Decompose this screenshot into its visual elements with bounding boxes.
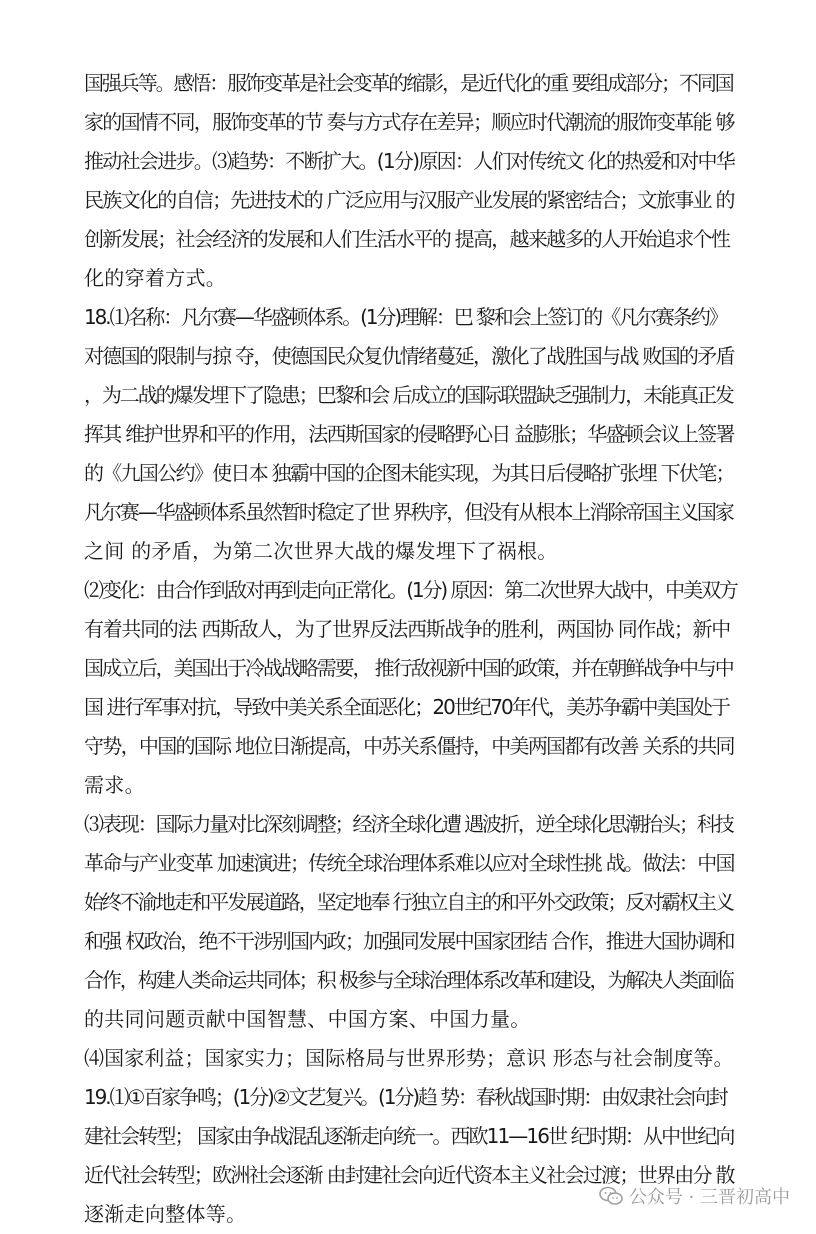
text-line: 19.⑴①百家争鸣；(1分)②文艺复兴。(1分)趋 势：春秋战国时期：由奴隶社会向封 xyxy=(84,1085,727,1109)
text-line: ，为二战的爆发埋下了隐患；巴黎和会 后成立的国际联盟缺乏强制力，未能真正发 xyxy=(84,383,733,407)
text-line: 始终不渝地走和平发展道路，坚定地奉 行独立自主的和平外交政策；反对霸权主义 xyxy=(84,890,733,914)
paragraph xyxy=(84,805,734,1039)
text-line: 建社会转型； 国家由争战混乱逐渐走向统一。西欧11—16世 纪时期：从中世纪向 xyxy=(84,1124,734,1148)
text-line: 革命与产业变革 加速演进；传统全球治理体系难以应对全球性挑 战。做法：中国 xyxy=(84,851,734,875)
text-line: 近代社会转型；欧洲社会逐渐 由封建社会向近代资本主义社会过渡；世界由分 散 xyxy=(84,1163,734,1187)
text-line: 18.⑴名称：凡尔赛—华盛顿体系。(1分)理解：巴 黎和会上签订的《凡尔赛条约》 xyxy=(84,305,727,329)
text-line: 国强兵等。感悟：服饰变革是社会变革的缩影，是近代化的重 要组成部分；不同国 xyxy=(84,71,733,95)
paragraph xyxy=(84,64,734,298)
text-line: ⑷国家利益；国家实力；国际格局与世界形势；意识 形态与社会制度等。 xyxy=(84,1046,734,1070)
text-line: 的《九国公约》使日本 独霸中国的企图未能实现，为其日后侵略扩张埋 下伏笔； xyxy=(84,461,734,485)
text-line: 的共同问题贡献中国智慧、中国方案、中国力量。 xyxy=(84,1007,531,1031)
text-line: 国成立后，美国出于冷战战略需要， 推行敌视新中国的政策，并在朝鲜战争中与中 xyxy=(84,656,733,680)
paragraph xyxy=(84,571,737,805)
paragraph xyxy=(84,298,734,571)
text-line: 和强 权政治，绝不干涉别国内政；加强同发展中国家团结 合作，推进大国协调和 xyxy=(84,929,734,953)
text-line: 创新发展；社会经济的发展和人们生活水平的 提高，越来越多的人开始追求个性 xyxy=(84,227,730,251)
text-line: 家的国情不同，服饰变革的节 奏与方式存在差异；顺应时代潮流的服饰变革能 够 xyxy=(84,110,734,134)
text-line: 民族文化的自信；先进技术的 广泛应用与汉服产业发展的紧密结合；文旅事业 的 xyxy=(84,188,734,212)
text-line: ⑵变化：由合作到敌对再到走向正常化。(1分) 原因：第二次世界大战中，中美双方 xyxy=(84,578,737,602)
paragraph xyxy=(84,1078,734,1234)
text-line: 国 进行军事对抗，导致中美关系全面恶化；20世纪70年代，美苏争霸中美国处于 xyxy=(84,695,730,719)
watermark xyxy=(599,1183,790,1209)
paragraph xyxy=(84,1039,734,1078)
text-line: 守势，中国的国际 地位日渐提高，中苏关系僵持，中美两国都有改善 关系的共同 xyxy=(84,734,734,758)
text-line: ⑶表现：国际力量对比深刻调整；经济全球化遭 遇波折，逆全球化思潮抬头；科技 xyxy=(84,812,733,836)
text-line: 挥其 维护世界和平的作用，法西斯国家的侵略野心日 益膨胀；华盛顿会议上签署 xyxy=(84,422,734,446)
watermark-text: 公众号 · 三晋初高中 xyxy=(628,1187,790,1208)
document-body xyxy=(84,64,737,1234)
text-line: 对德国的限制与掠 夺，使德国民众复仇情绪蔓延，激化了战胜国与战 败国的矛盾 xyxy=(84,344,734,368)
text-line: 有着共同的法 西斯敌人，为了世界反法西斯战争的胜利，两国协 同作战；新中 xyxy=(84,617,730,641)
text-line: 之间 的矛盾，为第二次世界大战的爆发埋下了祸根。 xyxy=(84,539,558,563)
text-line: 合作，构建人类命运共同体；积 极参与全球治理体系改革和建设，为解决人类面临 xyxy=(84,968,733,992)
text-line: 化的穿着方式。 xyxy=(84,266,227,290)
text-line: 需求。 xyxy=(84,773,145,797)
wechat-icon xyxy=(599,1186,623,1206)
text-line: 逐渐走向整体等。 xyxy=(84,1202,247,1226)
text-line: 推动社会进步。⑶趋势：不断扩大。(1分)原因：人们对传统文 化的热爱和对中华 xyxy=(84,149,735,173)
text-line: 凡尔赛—华盛顿体系虽然暂时稳定了世 界秩序，但没有从根本上消除帝国主义国家 xyxy=(84,500,733,524)
